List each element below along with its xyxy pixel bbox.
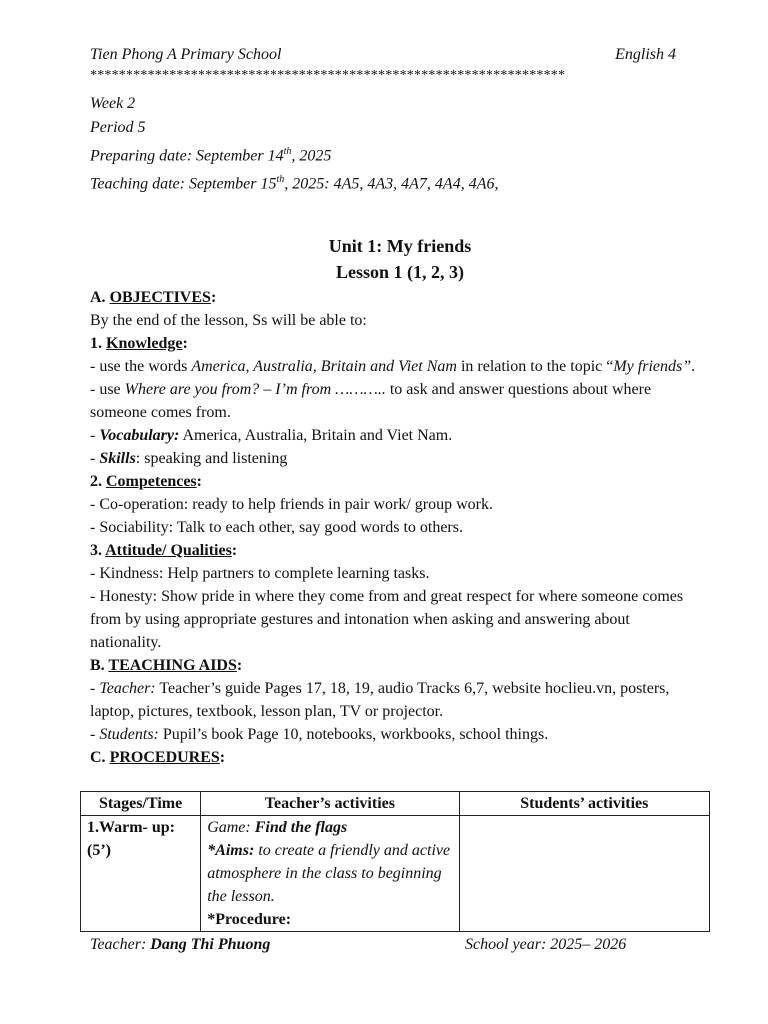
stage-cell <box>81 816 201 932</box>
objectives-heading: A. OBJECTIVES: <box>90 289 217 306</box>
document-body <box>90 286 700 769</box>
page-header <box>90 46 686 64</box>
procedures-heading: C. PROCEDURES: <box>90 749 226 766</box>
lesson-meta <box>90 92 498 197</box>
game-line: Game: Find the flags <box>207 819 348 836</box>
column-header-students: Students’ activities <box>459 792 709 816</box>
school-name: Tien Phong A Primary School <box>90 46 282 63</box>
page-footer <box>90 936 650 954</box>
week: Week 2 <box>90 95 136 112</box>
attitude-heading: 3. Attitude/ Qualities: <box>90 542 238 559</box>
objectives-intro: By the end of the lesson, Ss will be able to: <box>90 312 367 329</box>
period: Period 5 <box>90 119 146 136</box>
knowledge-item-words: - use the words America, Australia, Britain and Viet Nam in relation to the topic “My friends”. <box>90 358 696 375</box>
competences-heading: 2. Competences: <box>90 473 202 490</box>
aims-line: *Aims: to create a friendly and active atmosphere in the class to beginning the lesson. <box>207 842 451 905</box>
stage-name: 1.Warm- up: <box>87 819 175 836</box>
students-activities-cell <box>459 816 709 932</box>
header-divider: ****************************************************************** <box>90 68 566 83</box>
knowledge-heading: 1. Knowledge: <box>90 335 188 352</box>
aids-teacher: - Teacher: Teacher’s guide Pages 17, 18, 19, audio Tracks 6,7, website hoclieu.vn, posters, laptop, pictures, textbook, lesson plan, TV or projector. <box>90 680 670 720</box>
competence-item: - Co-operation: ready to help friends in pair work/ group work. <box>90 496 494 513</box>
procedures-table <box>80 791 710 932</box>
attitude-item: - Honesty: Show pride in where they come from and great respect for where someone comes from by using appropriate gestures and intonation when asking and answering about nationality. <box>90 588 684 651</box>
preparing-date: Preparing date: September 14th, 2025 <box>90 146 332 165</box>
table-row <box>81 816 710 932</box>
stage-time: (5’) <box>87 842 111 859</box>
subject-name: English 4 <box>615 46 676 63</box>
school-year: School year: 2025– 2026 <box>465 936 627 953</box>
teacher-label: Teacher: <box>90 936 151 953</box>
knowledge-item-structure: - use Where are you from? – I’m from ……….. to ask and answer questions about where someone comes from. <box>90 381 652 421</box>
lesson-title: Lesson 1 (1, 2, 3) <box>335 262 464 282</box>
knowledge-item-skills: - Skills: speaking and listening <box>90 450 288 467</box>
column-header-stages: Stages/Time <box>81 792 201 816</box>
procedure-label: *Procedure: <box>207 911 292 928</box>
teacher-name: Dang Thi Phuong <box>150 936 271 953</box>
attitude-item: - Kindness: Help partners to complete learning tasks. <box>90 565 430 582</box>
aids-students: - Students: Pupil’s book Page 10, notebooks, workbooks, school things. <box>90 726 549 743</box>
teaching-aids-heading: B. TEACHING AIDS: <box>90 657 243 674</box>
unit-title: Unit 1: My friends <box>328 236 472 256</box>
teaching-date: Teaching date: September 15th, 2025: 4A5, 4A3, 4A7, 4A4, 4A6, <box>90 174 499 193</box>
column-header-teacher: Teacher’s activities <box>201 792 459 816</box>
knowledge-item-vocabulary: - Vocabulary: America, Australia, Britain and Viet Nam. <box>90 427 453 444</box>
teacher-activities-cell <box>201 816 459 932</box>
competence-item: - Sociability: Talk to each other, say good words to others. <box>90 519 463 536</box>
table-header-row <box>81 792 710 816</box>
